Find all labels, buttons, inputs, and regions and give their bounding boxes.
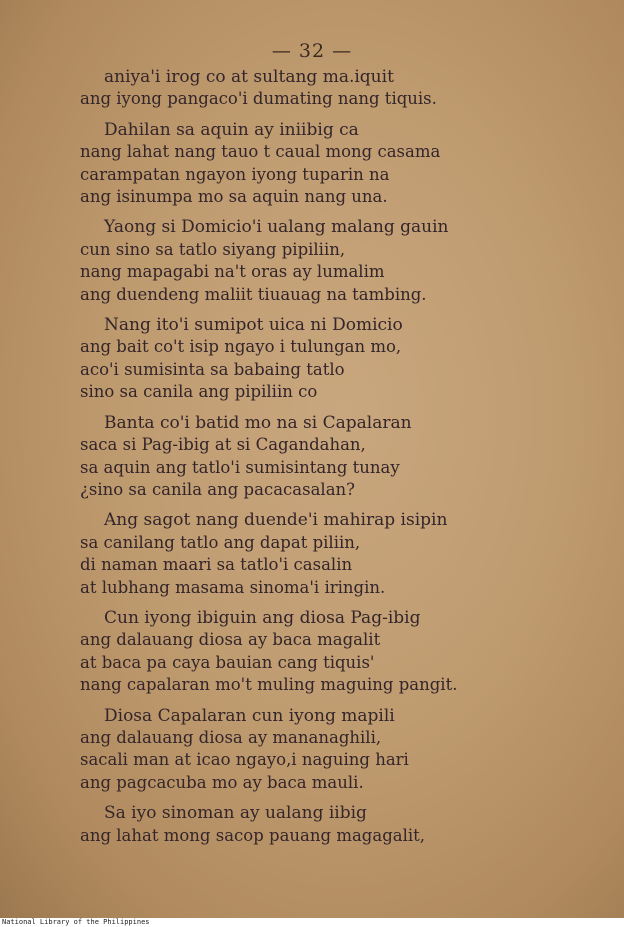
stanza (80, 509, 560, 599)
verse-line: ang bait co't isip ngayo i tulungan mo, (80, 337, 402, 357)
verse-line: sa canilang tatlo ang dapat piliin, (80, 532, 361, 552)
verse-line: sacali man at icao ngayo,i naguing hari (80, 750, 409, 770)
verse-line: at lubhang masama sinoma'i iringin. (80, 577, 386, 597)
verse-line: Sa iyo sinoman ay ualang iibig (104, 803, 367, 824)
verse-line: ang iyong pangaco'i dumating nang tiquis. (80, 89, 437, 109)
verse-line: ang isinumpa mo sa aquin nang una. (80, 187, 388, 207)
verse-line: aco'i sumisinta sa babaing tatlo (80, 359, 345, 379)
stanza (80, 802, 560, 847)
verse-line: ang dalauang diosa ay mananaghili, (80, 727, 382, 747)
verse-line: di naman maari sa tatlo'i casalin (80, 555, 353, 575)
verse-line: Nang ito'i sumipot uica ni Domicio (104, 315, 403, 336)
verse-line: nang capalaran mo't muling maguing pangit. (80, 675, 458, 695)
verse-line: Ang sagot nang duende'i mahirap isipin (104, 510, 448, 531)
verse-line: carampatan ngayon iyong tuparin na (80, 164, 390, 184)
stanza (80, 705, 560, 795)
verse-line: Yaong si Domicio'i ualang malang gauin (104, 217, 449, 238)
verse-line: ang dalauang diosa ay baca magalit (80, 630, 381, 650)
verse-line: aniya'i irog co at sultang ma.iquit (104, 67, 394, 87)
verse-line: Diosa Capalaran cun iyong mapili (104, 705, 395, 726)
verse-line: saca si Pag-ibig at si Cagandahan, (80, 435, 366, 455)
stanza (80, 607, 560, 697)
verse-line: ang lahat mong sacop pauang magagalit, (80, 825, 426, 845)
verse-line: cun sino sa tatlo siyang pipiliin, (80, 239, 346, 259)
page-number: — 32 — (271, 40, 353, 62)
verse-line: ang duendeng maliit tiuauag na tambing. (80, 284, 427, 304)
verse-line: nang mapagabi na't oras ay lumalim (80, 262, 385, 282)
verse-line: at baca pa caya bauian cang tiquis' (80, 652, 375, 672)
stanza (80, 314, 560, 404)
verse-line: Cun iyong ibiguin ang diosa Pag-ibig (104, 607, 421, 628)
verse-line: ang pagcacuba mo ay baca mauli. (80, 772, 364, 792)
stanza (80, 412, 560, 502)
verse-line: Dahilan sa aquin ay iniibig ca (104, 119, 359, 140)
poem-text (80, 66, 560, 855)
verse-line: sa aquin ang tatlo'i sumisintang tunay (80, 457, 400, 477)
verse-line: Banta co'i batid mo na si Capalaran (104, 412, 412, 433)
verse-line: sino sa canila ang pipiliin co (80, 382, 318, 402)
stanza (80, 119, 560, 209)
stanza (80, 216, 560, 306)
verse-line: ¿sino sa canila ang pacacasalan? (80, 479, 356, 499)
footer-credit: National Library of the Philippines (2, 918, 150, 926)
verse-line: nang lahat nang tauo t caual mong casama (80, 142, 441, 162)
stanza (80, 66, 560, 111)
